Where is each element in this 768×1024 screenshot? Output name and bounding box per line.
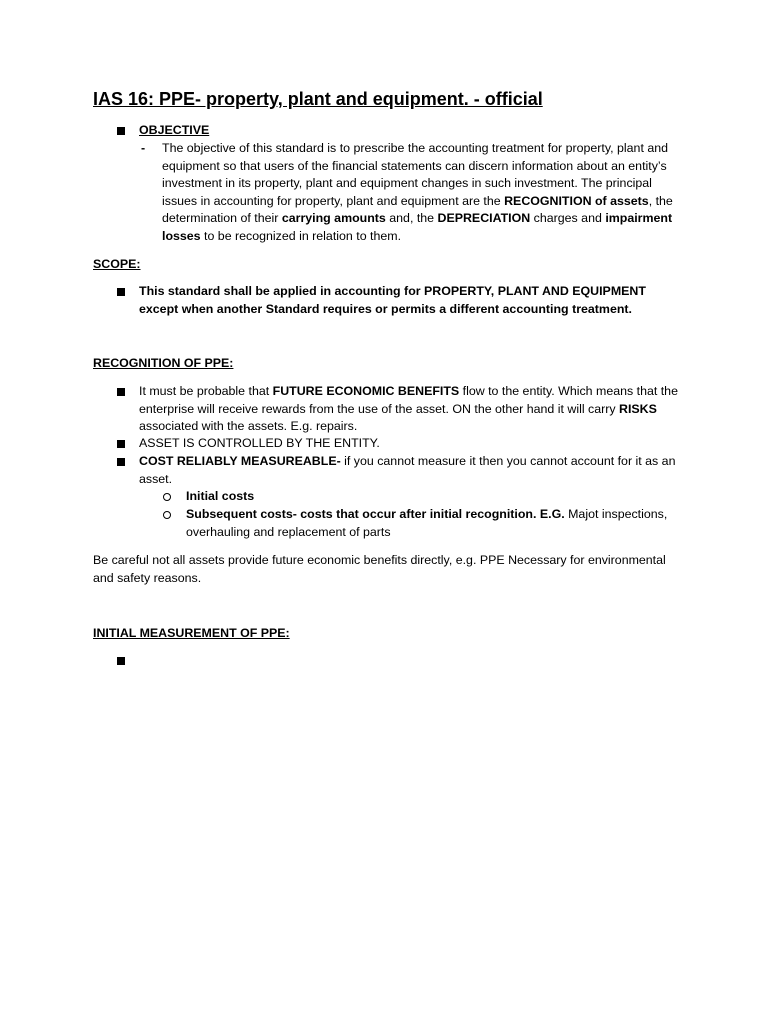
dash-bullet: - xyxy=(141,141,146,155)
recognition-sub-subsequent: Subsequent costs- costs that occur after initial recognition. E.G. Majot inspections, overhauling and replacement of parts xyxy=(186,507,668,539)
initial-measurement-heading: INITIAL MEASUREMENT OF PPE: xyxy=(93,626,290,640)
bullet-square-icon xyxy=(117,288,125,296)
bullet-circle-icon xyxy=(163,511,171,519)
scope-bullet: This standard shall be applied in accounting for PROPERTY, PLANT AND EQUIPMENT except when another Standard requires or permits a different accounting treatment. xyxy=(139,284,646,316)
recognition-bullet-benefits: It must be probable that FUTURE ECONOMIC BENEFITS flow to the entity. Which means that the enterprise will receive rewards from the use of the asset. ON the other hand it will carry RISKS associated with the assets. E.g. repairs. xyxy=(139,384,678,434)
bullet-square-icon xyxy=(117,440,125,448)
bullet-square-icon xyxy=(117,458,125,466)
recognition-sub-initial: Initial costs xyxy=(186,489,255,503)
scope-heading: SCOPE: xyxy=(93,257,141,271)
recognition-heading: RECOGNITION OF PPE: xyxy=(93,356,234,370)
bullet-square-icon xyxy=(117,127,125,135)
note-paragraph: Be careful not all assets provide future economic benefits directly, e.g. PPE Necessary for environmental and safety reasons. xyxy=(93,553,666,585)
page-title: IAS 16: PPE- property, plant and equipment. - official xyxy=(93,89,543,109)
objective-text: The objective of this standard is to prescribe the accounting treatment for property, plant and equipment so that users of the financial statements can discern information about an entity’s investment in its property, plant and equipment changes in such investment. The principal issues in accounting for property, plant and equipment are the RECOGNITION of assets, the determination of their carrying amounts and, the DEPRECIATION charges and impairment losses to be recognized in relation to them. xyxy=(162,141,673,243)
objective-label: OBJECTIVE xyxy=(139,123,210,137)
bullet-square-icon xyxy=(117,657,125,665)
bullet-square-icon xyxy=(117,388,125,396)
bullet-circle-icon xyxy=(163,493,171,501)
recognition-bullet-cost: COST RELIABLY MEASUREABLE- if you cannot measure it then you cannot account for it as an asset. xyxy=(139,454,676,486)
recognition-bullet-control: ASSET IS CONTROLLED BY THE ENTITY. xyxy=(139,436,380,450)
